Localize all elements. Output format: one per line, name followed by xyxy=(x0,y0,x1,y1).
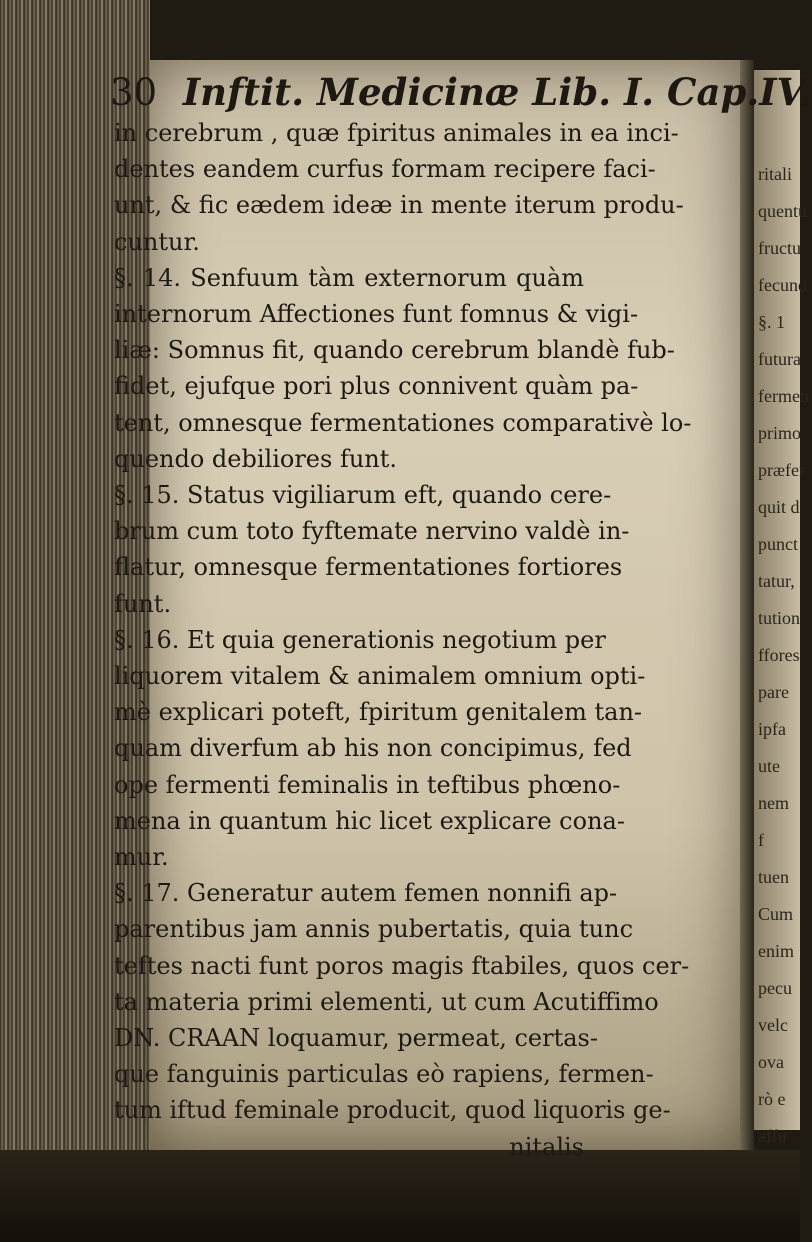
running-title: Inftit. Medicinæ Lib. I. Cap.IV. xyxy=(182,70,812,114)
text-line: flatur, omnesque fermentationes fortiores xyxy=(114,553,623,582)
facing-text-fragment: f xyxy=(758,830,764,850)
text-line: §. 15. Status vigiliarum eft, quando cere- xyxy=(114,481,612,510)
text-line: tum iftud feminale producit, quod liquoris ge- xyxy=(114,1096,671,1125)
facing-text-fragment: præfer xyxy=(758,460,805,480)
text-line: tent, omnesque fermentationes comparativè lo- xyxy=(114,408,692,437)
facing-text-fragment: nem xyxy=(758,793,789,813)
facing-text-fragment: punct xyxy=(758,534,798,554)
facing-text-fragment: fermen xyxy=(758,386,809,406)
facing-text-fragment: pecu xyxy=(758,978,792,998)
facing-text-fragment: affu xyxy=(758,1126,787,1146)
facing-text-fragment: fructu xyxy=(758,238,801,258)
text-line: §. 16. Et quia generationis negotium per xyxy=(114,625,606,654)
text-line: liæ: Somnus fit, quando cerebrum blandè fub- xyxy=(114,336,675,365)
facing-text-fragment: ova xyxy=(758,1052,784,1072)
facing-text-fragment: tatur, xyxy=(758,571,795,591)
text-line: brum cum toto fyftemate nervino valdè in- xyxy=(114,517,630,546)
facing-text-fragment: enim xyxy=(758,941,794,961)
text-line: quendo debiliores funt. xyxy=(114,444,398,473)
text-line: mè explicari poteft, fpiritum genitalem tan- xyxy=(114,698,643,727)
facing-text-fragment: ritali xyxy=(758,164,792,184)
facing-text-fragment: futura xyxy=(758,349,801,369)
text-line: ta materia primi elementi, ut cum Acutiffimo xyxy=(114,987,659,1016)
facing-page-fragment xyxy=(754,70,809,1146)
book-gutter xyxy=(740,60,754,1150)
text-line: cuntur. xyxy=(114,227,200,256)
facing-text-fragment: §. 1 xyxy=(758,312,785,332)
text-line: in cerebrum , quæ fpiritus animales in ea inci- xyxy=(114,119,679,147)
text-line: que fanguinis particulas eò rapiens, fermen- xyxy=(114,1060,654,1089)
facing-text-fragment: tuen xyxy=(758,867,789,887)
text-line: teftes nacti funt poros magis ftabiles, quos cer- xyxy=(114,951,690,980)
text-line: ope fermenti feminalis in teftibus phœno- xyxy=(114,770,621,799)
text-line: mena in quantum hic licet explicare cona- xyxy=(114,806,625,835)
facing-text-fragment: ffores xyxy=(758,645,800,665)
facing-text-fragment: tution xyxy=(758,608,801,628)
page-number: 30 xyxy=(110,71,158,114)
text-line: parentibus jam annis pubertatis, quia tunc xyxy=(114,915,634,944)
running-header xyxy=(110,70,812,114)
text-line: §. 14. Senfuum tàm externorum quàm xyxy=(114,263,584,292)
body-text xyxy=(114,115,692,1165)
text-line: funt. xyxy=(114,589,172,618)
facing-text-fragment: velc xyxy=(758,1015,788,1035)
text-line: internorum Affectiones funt fomnus & vigi- xyxy=(114,300,639,329)
text-line: mur. xyxy=(114,843,169,872)
facing-text-fragment: primo xyxy=(758,423,801,443)
facing-text-fragment: ute xyxy=(758,756,780,776)
text-line: DN. CRAAN loquamur, permeat, certas- xyxy=(114,1024,598,1053)
text-line: §. 17. Generatur autem femen nonnifi ap- xyxy=(114,879,618,908)
facing-text-fragment: fecund xyxy=(758,275,807,295)
facing-text-fragment: ipfa xyxy=(758,719,786,739)
text-line: dentes eandem curfus formam recipere faci- xyxy=(114,155,656,184)
facing-text-fragment: quentu xyxy=(758,201,807,221)
text-line: nitalis xyxy=(509,1132,584,1161)
facing-text-fragment: pare xyxy=(758,682,789,702)
facing-text-fragment: rò e xyxy=(758,1089,786,1109)
text-line: unt, & fic eædem ideæ in mente iterum produ- xyxy=(114,191,684,220)
text-line: quam diverfum ab his non concipimus, fed xyxy=(114,734,632,763)
facing-text-fragment: quit d xyxy=(758,497,800,517)
facing-text-fragment: Cum xyxy=(758,904,794,924)
text-line: liquorem vitalem & animalem omnium opti- xyxy=(114,662,646,691)
text-line: fidet, ejufque pori plus connivent quàm pa- xyxy=(114,372,639,401)
